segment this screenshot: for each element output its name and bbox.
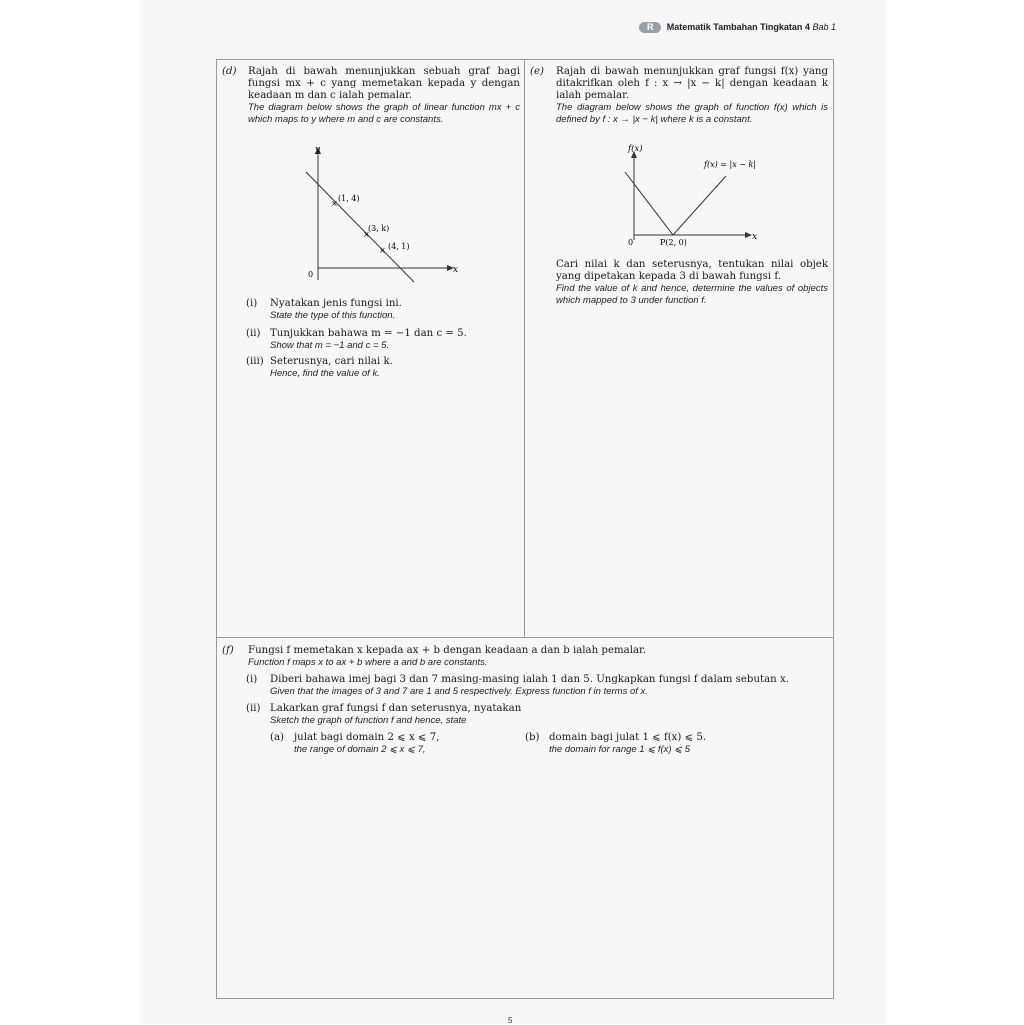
question-e <box>530 66 828 125</box>
question-f-subpart-a <box>270 732 510 756</box>
question-d <box>222 66 520 125</box>
graph-d-x-label: x <box>453 265 459 275</box>
part-number: (i) <box>246 298 258 309</box>
question-e-malay-2: Cari nilai k dan seterusnya, tentukan nilai objek yang dipetakan kepada 3 di bawah fungsi f. <box>556 259 828 282</box>
part-malay: Lakarkan graf fungsi f dan seterusnya, nyatakan <box>270 703 522 714</box>
subpart-malay: julat bagi domain 2 ⩽ x ⩽ 7, <box>294 732 440 743</box>
graph-e-y-label: f(x) <box>628 144 643 154</box>
graph-d <box>296 142 466 292</box>
question-d-part-iii <box>246 356 516 380</box>
question-d-part-ii <box>246 328 516 352</box>
graph-e <box>618 142 788 252</box>
subpart-english: the range of domain 2 ⩽ x ⩽ 7, <box>294 744 426 755</box>
graph-d-point-2-marker: × <box>363 230 370 239</box>
part-english: Sketch the graph of function f and hence, state <box>270 715 467 726</box>
graph-e-origin: 0 <box>628 238 634 247</box>
question-e-english: The diagram below shows the graph of function f(x) which is defined by f : x → |x − k| where k is a constant. <box>556 102 828 125</box>
graph-d-point-1-marker: × <box>331 199 338 208</box>
question-f <box>222 645 822 669</box>
question-d-part-i <box>246 298 516 322</box>
question-d-malay: Rajah di bawah menunjukkan sebuah graf bagi fungsi mx + c yang memetakan kepada y dengan keadaan m dan c ialah pemalar. <box>248 66 520 101</box>
subpart-english: the domain for range 1 ⩽ f(x) ⩽ 5 <box>549 744 691 755</box>
graph-d-y-label: y <box>315 145 321 155</box>
part-number: (i) <box>246 674 258 685</box>
part-english: Given that the images of 3 and 7 are 1 and 5 respectively. Express function f in terms of x. <box>270 686 648 697</box>
question-f-subpart-b <box>525 732 805 756</box>
graph-d-point-3-marker: × <box>379 246 386 255</box>
question-f-english: Function f maps x to ax + b where a and b are constants. <box>248 657 488 668</box>
column-divider <box>524 59 525 637</box>
part-english: Hence, find the value of k. <box>270 368 380 379</box>
graph-d-point-1-label: (1, 4) <box>338 194 360 203</box>
page-header <box>639 22 836 33</box>
subpart-number: (a) <box>270 732 285 743</box>
book-title: Matematik Tambahan Tingkatan 4 <box>666 22 810 32</box>
question-d-tag: (d) <box>222 66 237 77</box>
part-number: (ii) <box>246 703 261 714</box>
question-e-tag: (e) <box>530 66 544 77</box>
part-malay: Seterusnya, cari nilai k. <box>270 356 393 367</box>
page-number: 5 <box>508 1016 513 1025</box>
question-f-tag: (f) <box>222 645 234 656</box>
graph-d-point-3-label: (4, 1) <box>388 242 410 251</box>
part-malay: Tunjukkan bahawa m = −1 dan c = 5. <box>270 328 467 339</box>
question-e-malay: Rajah di bawah menunjukkan graf fungsi f(x) yang ditakrifkan oleh f : x → |x − k| dengan keadaan k ialah pemalar. <box>556 66 828 101</box>
part-malay: Nyatakan jenis fungsi ini. <box>270 298 402 309</box>
part-number: (ii) <box>246 328 261 339</box>
question-f-part-ii <box>246 703 826 727</box>
chapter-label: Bab 1 <box>812 22 836 32</box>
part-english: Show that m = −1 and c = 5. <box>270 340 390 351</box>
question-e-followup <box>530 259 828 306</box>
subpart-malay: domain bagi julat 1 ⩽ f(x) ⩽ 5. <box>549 732 707 743</box>
question-f-part-i <box>246 674 826 698</box>
graph-e-x-label: x <box>752 232 758 242</box>
graph-e-point-label: P(2, 0) <box>660 238 687 247</box>
graph-e-function-label: f(x) = |x − k| <box>704 160 757 169</box>
graph-d-point-2-label: (3, k) <box>368 224 390 233</box>
publisher-logo-icon: R <box>639 22 661 33</box>
subpart-number: (b) <box>525 732 540 743</box>
part-english: State the type of this function. <box>270 310 396 321</box>
question-f-malay: Fungsi f memetakan x kepada ax + b dengan keadaan a dan b ialah pemalar. <box>248 645 647 656</box>
graph-d-origin: 0 <box>308 270 314 279</box>
part-number: (iii) <box>246 356 264 367</box>
question-d-english: The diagram below shows the graph of linear function mx + c which maps to y where m and c are constants. <box>248 102 520 125</box>
part-malay: Diberi bahawa imej bagi 3 dan 7 masing-masing ialah 1 dan 5. Ungkapkan fungsi f dalam sebutan x. <box>270 674 789 685</box>
question-e-english-2: Find the value of k and hence, determine the values of objects which mapped to 3 under function f. <box>556 283 828 306</box>
row-divider <box>216 637 834 638</box>
